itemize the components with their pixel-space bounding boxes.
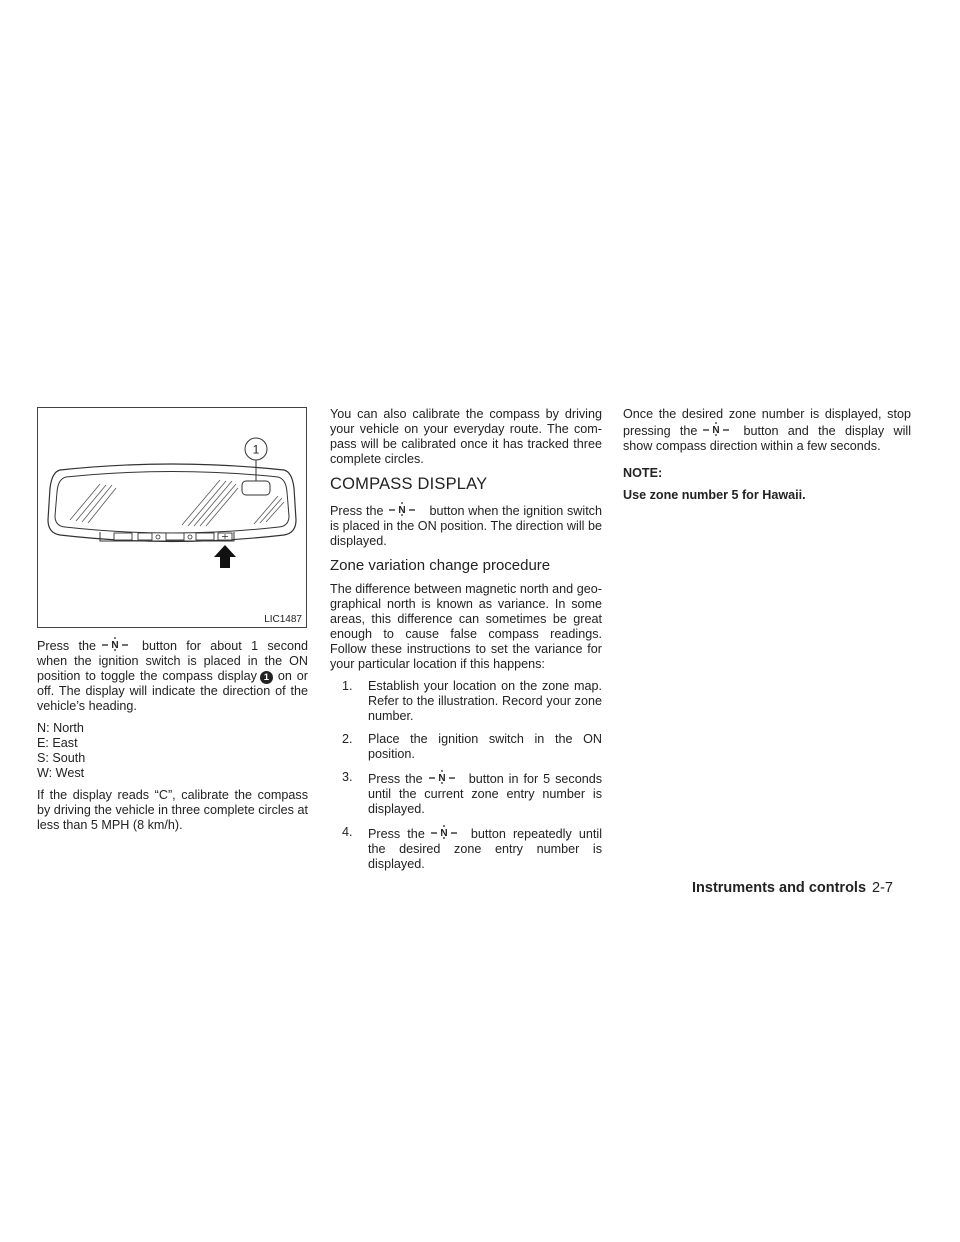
- figure-label: LIC1487: [264, 614, 302, 625]
- section-title: Instruments and controls: [692, 880, 867, 896]
- compass-button-icon: [427, 825, 467, 839]
- callout-1-icon: 1: [260, 671, 273, 684]
- compass-button-icon: [699, 422, 739, 436]
- direction-south: S: South: [37, 751, 86, 765]
- step-item: 1. Establish your location on the zone map. Refer to the illustration. Record your zone number.: [342, 679, 602, 723]
- paragraph-stop-pressing: Once the desired zone number is displayed, stop pressing the N button and the display will show compass direction within a few seconds.: [623, 407, 911, 453]
- paragraph-compass-display: Press the N button when the ignition switch is placed in the ON position. The direction will be displayed.: [330, 504, 602, 548]
- paragraph-press-button: Press the N button for about 1 second when the ignition switch is placed in the ON position to toggle the compass display 1 on or off. The display will indicate the direction of the vehicle’s heading.: [37, 639, 308, 713]
- note-body: Use zone number 5 for Hawaii.: [623, 488, 806, 502]
- rearview-mirror-drawing: [38, 408, 306, 627]
- page-footer: [692, 879, 893, 897]
- svg-text:N: N: [712, 425, 721, 436]
- svg-text:N: N: [398, 505, 407, 516]
- compass-button-icon: [425, 770, 465, 784]
- paragraph-calibrate-route: You can also calibrate the compass by driving your vehicle on your everyday route. The com- pass will be calibrated once it has tracked three complete circles.: [330, 407, 602, 466]
- column-3: [623, 407, 911, 510]
- step-item: 2. Place the ignition switch in the ON position.: [342, 732, 602, 761]
- button-pointer-arrow: [214, 545, 236, 568]
- page-number: 2-7: [872, 880, 893, 896]
- mirror-illustration: [37, 407, 307, 628]
- figure-callout: 1: [252, 442, 260, 457]
- compass-button-icon: [98, 637, 138, 651]
- note-heading: NOTE:: [623, 466, 663, 480]
- column-1: [37, 637, 308, 840]
- svg-text:N: N: [440, 828, 448, 839]
- step-item: 4. Press the N button repeatedly until the desired zone entry number is displayed.: [342, 825, 602, 871]
- paragraph-calibrate: If the display reads “C”, calibrate the compass by driving the vehicle in three complete circles at less than 5 MPH (8 km/h).: [37, 788, 308, 832]
- procedure-steps: [330, 679, 602, 872]
- direction-north: N: North: [37, 721, 84, 735]
- column-2: [330, 407, 602, 880]
- direction-west: W: West: [37, 766, 85, 780]
- svg-text:N: N: [111, 640, 119, 651]
- paragraph-variance: The difference between magnetic north and geo- graphical north is known as variance. In some areas, this difference can sometimes be great enough to cause false compass readings. Follow these instructions to set the variance for your particular location if this happens:: [330, 582, 602, 671]
- compass-button-icon: [385, 502, 425, 516]
- heading-zone-variation: Zone variation change procedure: [330, 557, 551, 574]
- direction-list: [37, 721, 308, 781]
- heading-compass-display: COMPASS DISPLAY: [330, 475, 488, 493]
- step-item: 3. Press the N button in for 5 seconds until the current zone entry number is displayed.: [342, 770, 603, 816]
- svg-text:N: N: [438, 773, 446, 784]
- direction-east: E: East: [37, 736, 78, 750]
